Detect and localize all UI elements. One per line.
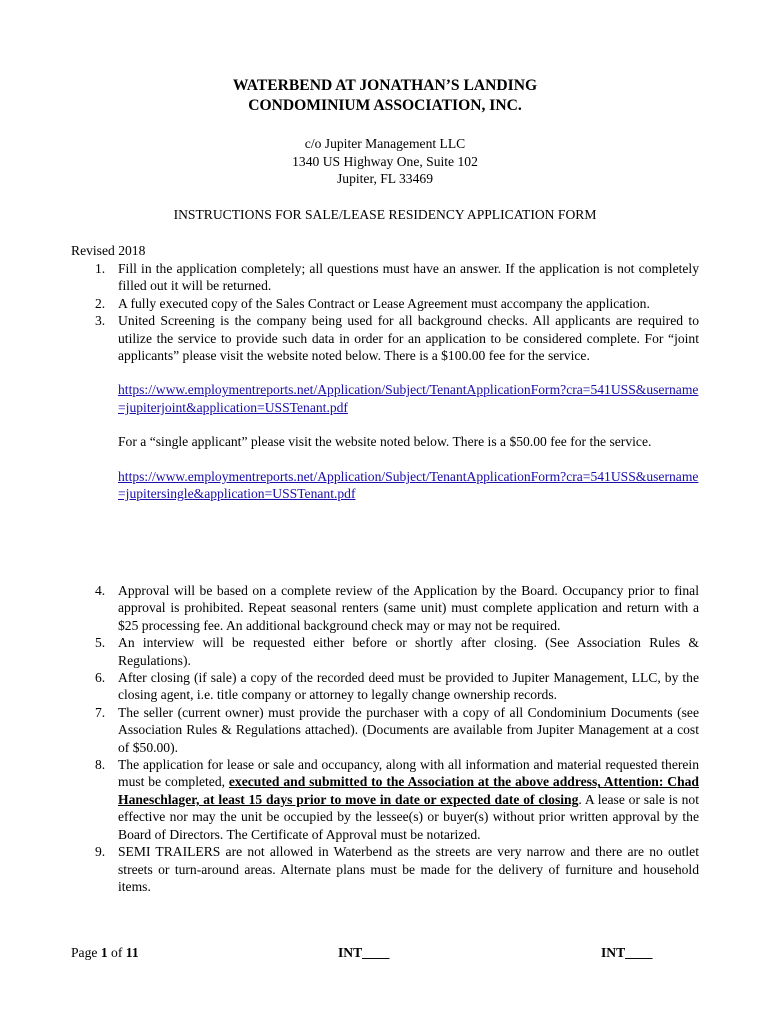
list-item (71, 312, 699, 502)
item-number: 1. (95, 261, 106, 276)
joint-applicant-link[interactable]: https://www.employmentreports.net/Application/Subject/TenantApplicationForm?cra=541USS&username=jupiterjoint&application=USSTenant.pdf (118, 382, 699, 415)
of-word: of (111, 945, 123, 960)
page-word: Page (71, 945, 98, 960)
list-item (71, 295, 699, 312)
item-number: 3. (95, 313, 106, 329)
item-text: SEMI TRAILERS are not allowed in Waterbend as the streets are very narrow and there are no outlet streets or turn-around areas. Alternate plans must be made for the delivery of furniture and household items. (118, 844, 699, 894)
initial-line-1[interactable]: INT____ (338, 945, 390, 960)
list-item (71, 260, 699, 295)
initial-line-2[interactable]: INT____ (601, 945, 653, 960)
page-footer (71, 944, 699, 962)
item-text: A fully executed copy of the Sales Contract or Lease Agreement must accompany the application. (118, 295, 650, 311)
page-indicator (71, 944, 139, 961)
address-care-of: c/o Jupiter Management LLC (304, 136, 466, 151)
item-text-before: The application for lease or sale and occupancy, along with all information and material requested therein must be completed, (118, 757, 699, 790)
item-number: 4. (95, 583, 106, 598)
item-number: 5. (95, 635, 106, 651)
instructions-title: INSTRUCTIONS FOR SALE/LEASE RESIDENCY APPLICATION FORM (173, 207, 597, 222)
revised-date: Revised 2018 (71, 243, 146, 258)
list-item (71, 634, 699, 669)
title-line-2: CONDOMINIUM ASSOCIATION, INC. (248, 97, 522, 114)
address-city: Jupiter, FL 33469 (337, 171, 433, 186)
item-number: 2. (95, 295, 106, 311)
item-text: After closing (if sale) a copy of the recorded deed must be provided to Jupiter Management, LLC, by the closing agent, i.e. title company or attorney to legally change ownership records. (118, 670, 699, 703)
item-text: Fill in the application completely; all questions must have an answer. If the application is not completely filled out it will be returned. (118, 261, 699, 294)
management-address (0, 135, 770, 188)
single-applicant-link[interactable]: https://www.employmentreports.net/Application/Subject/TenantApplicationForm?cra=541USS&username=jupitersingle&application=USSTenant.pdf (118, 468, 699, 502)
list-item (71, 582, 699, 634)
list-item (71, 704, 699, 756)
item-text: The seller (current owner) must provide the purchaser with a copy of all Condominium Documents (see Association Rules & Regulations attached). (Documents are available from Jupiter Management at a cost of $50.00). (118, 704, 699, 755)
association-title (0, 76, 770, 116)
item-number: 8. (95, 757, 106, 773)
list-item (71, 843, 699, 895)
single-applicant-text: For a “single applicant” please visit the website noted below. There is a $50.00 fee for the service. (118, 434, 652, 450)
item-text: An interview will be requested either before or shortly after closing. (See Association Rules & Regulations). (118, 635, 699, 668)
page-total: 11 (125, 945, 139, 960)
item-text-after: . A lease or sale is not effective nor may the unit be occupied by the lessee(s) or buyer(s) without prior written approval by the Board of Directors. The Certificate of Approval must be notarized. (118, 791, 699, 842)
list-item (71, 669, 699, 704)
page-number: 1 (100, 945, 108, 960)
item-number: 6. (95, 670, 106, 686)
address-street: 1340 US Highway One, Suite 102 (292, 153, 478, 169)
item-number: 9. (95, 844, 106, 860)
list-item (71, 756, 699, 843)
title-line-1: WATERBEND AT JONATHAN’S LANDING (232, 77, 538, 94)
instructions-list-part-1 (71, 260, 699, 502)
submission-deadline-emphasis: executed and submitted to the Association at the above address, Attention: Chad Haneschlager, at least 15 days prior to move in date or expected date of closing (118, 774, 699, 807)
item-number: 7. (95, 704, 106, 720)
instructions-list-part-2 (71, 582, 699, 895)
item-text: United Screening is the company being used for all background checks. All applicants are required to utilize the service to provide such data in order for an application to be considered complete. For “joint applicants” please visit the website noted below. There is a $100.00 fee for the service. (118, 313, 699, 364)
item-text: Approval will be based on a complete review of the Application by the Board. Occupancy prior to final approval is prohibited. Repeat seasonal renters (same unit) must complete application and return with a $25 processing fee. An additional background check may or may not be required. (118, 583, 699, 633)
